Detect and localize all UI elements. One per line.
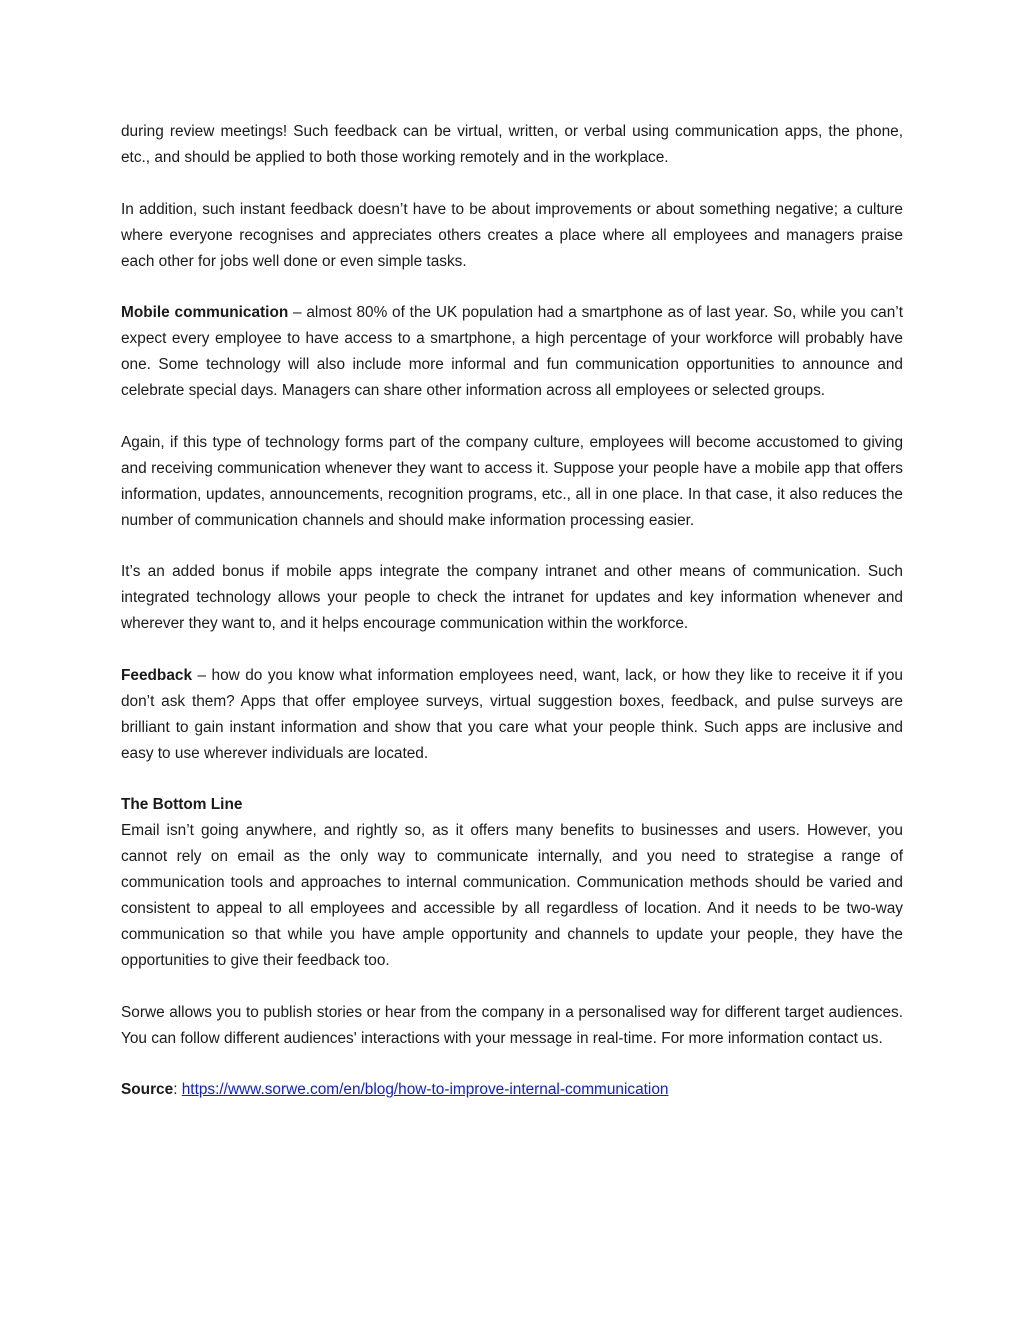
paragraph-text: – how do you know what information employees need, want, lack, or how they like to receive it if you don’t ask them? Apps that offer employee surveys, virtual suggestion boxes, feedback, and pulse surveys are brilliant to gain instant information and show that you care what your people think. Such apps are inclusive and easy to use wherever individuals are located.	[121, 666, 903, 762]
paragraph-closing	[121, 1000, 903, 1052]
paragraph-feedback	[121, 663, 903, 767]
paragraph-text: – almost 80% of the UK population had a smartphone as of last year. So, while you can’t expect every employee to have access to a smartphone, a high percentage of your workforce will probably have one. Some technology will also include more informal and fun communication opportunities to announce and celebrate special days. Managers can share other information across all employees or selected groups.	[121, 304, 903, 400]
paragraph-text: Sorwe allows you to publish stories or hear from the company in a personalised way for different target audiences. You can follow different audiences' interactions with your message in real-time. For more information contact us.	[121, 1003, 903, 1047]
paragraph-review-meetings	[121, 119, 903, 171]
paragraph-text: In addition, such instant feedback doesn’t have to be about improvements or about something negative; a culture where everyone recognises and appreciates others creates a place where all employees and managers praise each other for jobs well done or even simple tasks.	[121, 200, 903, 270]
bottom-line-section	[121, 792, 903, 973]
paragraph-added-bonus	[121, 559, 903, 637]
paragraph-company-culture	[121, 430, 903, 534]
paragraph-text: during review meetings! Such feedback can be virtual, written, or verbal using communication apps, the phone, etc., and should be applied to both those working remotely and in the workplace.	[121, 123, 903, 166]
paragraph-mobile-communication	[121, 300, 903, 404]
bottom-line-heading: The Bottom Line	[121, 796, 243, 814]
source-separator: :	[173, 1081, 182, 1099]
mobile-communication-heading: Mobile communication	[121, 304, 289, 322]
source-link[interactable]: https://www.sorwe.com/en/blog/how-to-improve-internal-communication	[181, 1081, 669, 1099]
paragraph-text: Again, if this type of technology forms part of the company culture, employees will become accustomed to giving and receiving communication whenever they want to access it. Suppose your people have a mobile app that offers information, updates, announcements, recognition programs, etc., all in one place. In that case, it also reduces the number of communication channels and should make information processing easier.	[121, 433, 903, 529]
paragraph-instant-feedback	[121, 197, 903, 275]
source-line	[121, 1077, 903, 1103]
source-label: Source	[121, 1081, 174, 1099]
document-page	[121, 119, 903, 1129]
bottom-line-paragraph	[121, 818, 903, 973]
feedback-heading: Feedback	[121, 666, 193, 684]
paragraph-text: It’s an added bonus if mobile apps integrate the company intranet and other means of communication. Such integrated technology allows your people to check the intranet for updates and key information whenever and wherever they want to, and it helps encourage communication within the workforce.	[121, 563, 903, 633]
paragraph-text: Email isn’t going anywhere, and rightly so, as it offers many benefits to businesses and users. However, you cannot rely on email as the only way to communicate internally, and you need to strategise a range of communication tools and approaches to internal communication. Communication methods should be varied and consistent to appeal to all employees and accessible by all regardless of location. And it needs to be two-way communication so that while you have ample opportunity and channels to update your people, they have the opportunities to give their feedback too.	[121, 822, 903, 969]
